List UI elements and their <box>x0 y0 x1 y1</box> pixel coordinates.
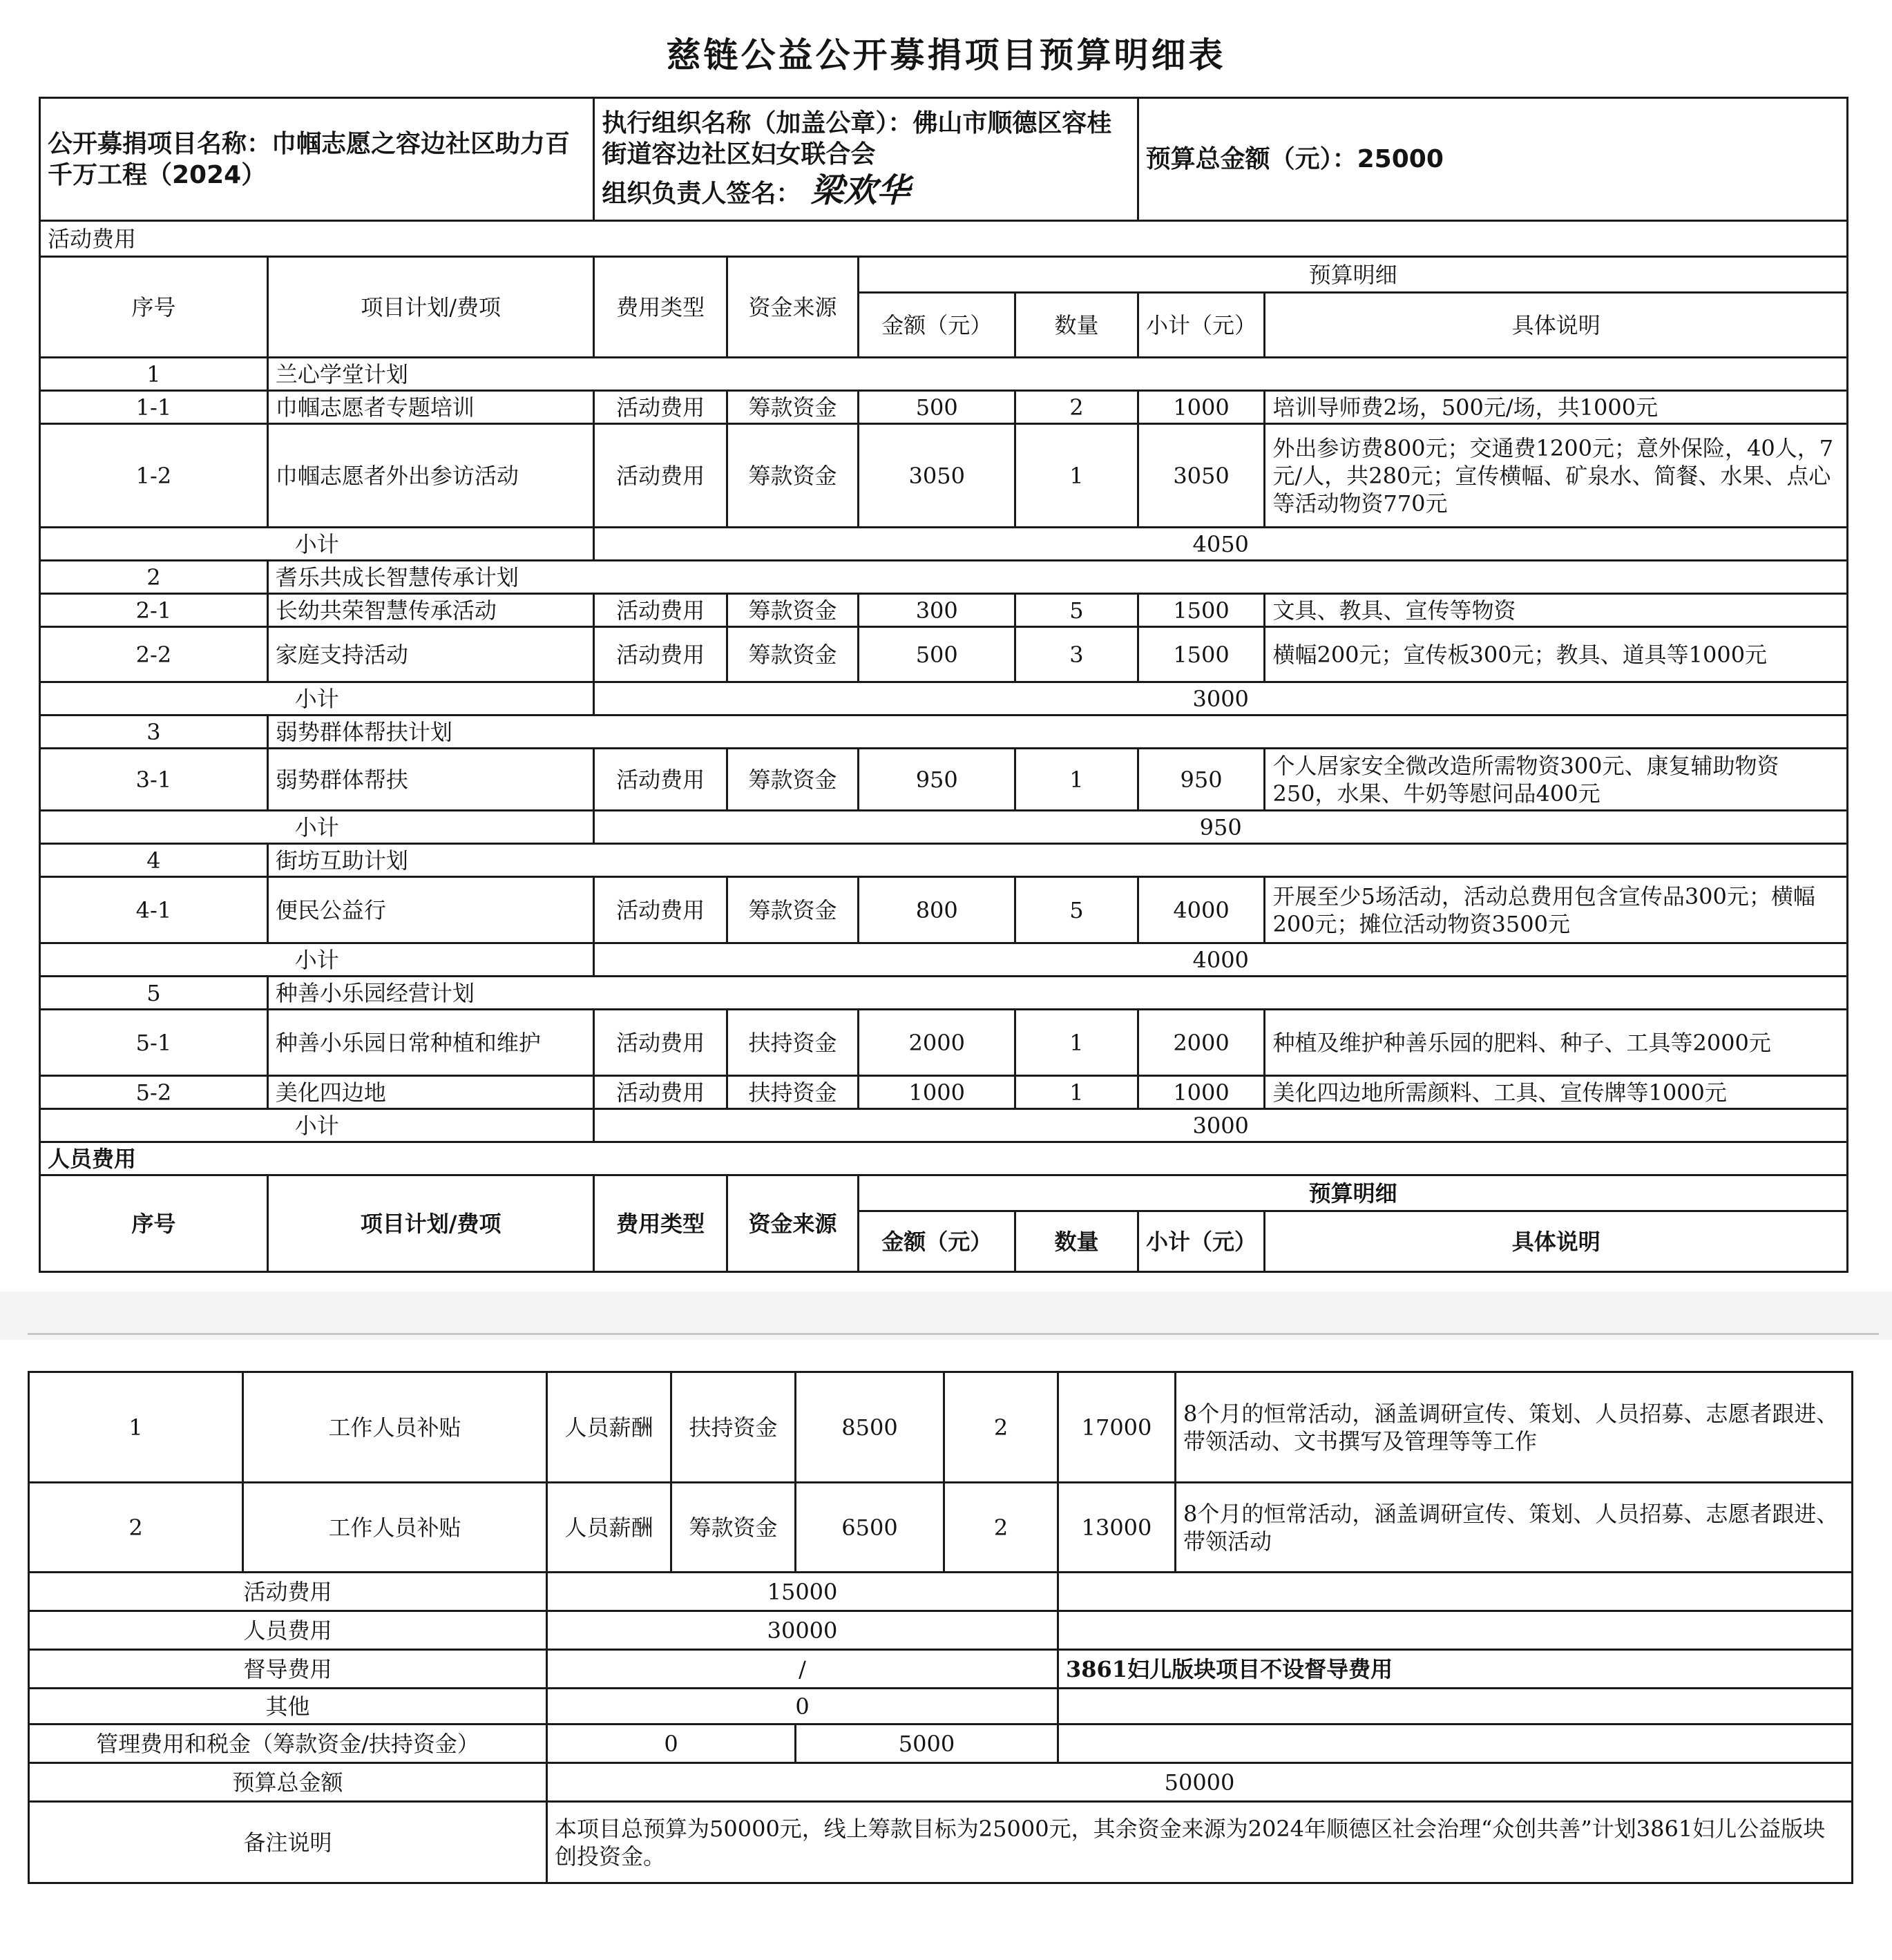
leader-label: 组织负责人签名： <box>602 179 801 208</box>
summary-activity-label: 活动费用 <box>29 1573 547 1611</box>
row-qty: 5 <box>1015 877 1138 943</box>
group-row <box>40 977 1848 1010</box>
group-name: 种善小乐园经营计划 <box>267 977 1847 1010</box>
row-desc: 外出参访费800元；交通费1200元；意外保险，40人，7元/人，共280元；宣传横幅、矿泉水、简餐、水果、点心等活动物资770元 <box>1265 424 1848 528</box>
row-desc: 种植及维护种善乐园的肥料、种子、工具等2000元 <box>1265 1010 1848 1076</box>
col-budget-detail: 预算明细 <box>859 257 1848 293</box>
group-seq: 4 <box>40 844 268 877</box>
group-row <box>40 561 1848 594</box>
summary-mgmt-note <box>1058 1724 1853 1763</box>
summary-other-value: 0 <box>547 1689 1058 1724</box>
row-desc: 8个月的恒常活动，涵盖调研宣传、策划、人员招募、志愿者跟进、带领活动 <box>1176 1483 1853 1573</box>
row-desc: 8个月的恒常活动，涵盖调研宣传、策划、人员招募、志愿者跟进、带领活动、文书撰写及管理等等工作 <box>1176 1372 1853 1483</box>
row-item: 家庭支持活动 <box>267 627 594 682</box>
subtotal-row <box>40 943 1848 977</box>
row-subtotal: 1500 <box>1138 627 1265 682</box>
subtotal-label: 小计 <box>40 811 594 844</box>
table-row <box>40 594 1848 627</box>
subtotal-label: 小计 <box>40 1109 594 1142</box>
row-desc: 个人居家安全微改造所需物资300元、康复辅助物资250，水果、牛奶等慰问品400元 <box>1265 749 1848 811</box>
col-amount: 金额（元） <box>859 1211 1015 1272</box>
col-subtotal: 小计（元） <box>1138 293 1265 358</box>
summary-other-note <box>1058 1689 1853 1724</box>
summary-remark-label: 备注说明 <box>29 1802 547 1883</box>
summary-activity-note <box>1058 1573 1853 1611</box>
row-subtotal: 13000 <box>1058 1483 1176 1573</box>
col-item: 项目计划/费项 <box>267 1175 594 1272</box>
group-seq: 1 <box>40 358 268 391</box>
col-item: 项目计划/费项 <box>267 257 594 358</box>
row-qty: 1 <box>1015 424 1138 528</box>
table-row <box>40 627 1848 682</box>
row-amount: 8500 <box>796 1372 944 1483</box>
row-seq: 2 <box>29 1483 243 1573</box>
row-type: 人员薪酬 <box>547 1372 671 1483</box>
subtotal-label: 小计 <box>40 528 594 561</box>
group-seq: 2 <box>40 561 268 594</box>
subtotal-value: 3000 <box>594 1109 1848 1142</box>
summary-row <box>29 1573 1853 1611</box>
budget-table-upper <box>39 97 1848 1273</box>
page-title: 慈链公益公开募捐项目预算明细表 <box>666 35 1226 75</box>
col-subtotal: 小计（元） <box>1138 1211 1265 1272</box>
summary-personnel-note <box>1058 1611 1853 1650</box>
table-row <box>40 1010 1848 1076</box>
organization-cell <box>594 98 1138 221</box>
summary-mgmt-fund: 0 <box>547 1724 796 1763</box>
row-amount: 3050 <box>859 424 1015 528</box>
personnel-column-header-row <box>40 1175 1848 1211</box>
row-item: 美化四边地 <box>267 1076 594 1109</box>
summary-row <box>29 1763 1853 1802</box>
activity-section-label: 活动费用 <box>40 221 1848 257</box>
row-type: 活动费用 <box>594 1076 727 1109</box>
personnel-section-label: 人员费用 <box>40 1142 1848 1175</box>
row-subtotal: 950 <box>1138 749 1265 811</box>
row-qty: 3 <box>1015 627 1138 682</box>
subtotal-row <box>40 1109 1848 1142</box>
table-row <box>40 749 1848 811</box>
row-amount: 500 <box>859 627 1015 682</box>
summary-activity-value: 15000 <box>547 1573 1058 1611</box>
group-name: 耆乐共成长智慧传承计划 <box>267 561 1847 594</box>
row-item: 工作人员补贴 <box>243 1372 547 1483</box>
row-seq: 2-1 <box>40 594 268 627</box>
row-source: 筹款资金 <box>727 749 858 811</box>
col-desc: 具体说明 <box>1265 293 1848 358</box>
col-desc: 具体说明 <box>1265 1211 1848 1272</box>
subtotal-label: 小计 <box>40 943 594 977</box>
summary-supervision-note: 3861妇儿版块项目不设督导费用 <box>1058 1650 1853 1689</box>
col-budget-detail: 预算明细 <box>859 1175 1848 1211</box>
row-qty: 1 <box>1015 749 1138 811</box>
row-type: 活动费用 <box>594 424 727 528</box>
row-qty: 2 <box>1015 391 1138 424</box>
summary-row <box>29 1689 1853 1724</box>
subtotal-row <box>40 682 1848 715</box>
table-row <box>40 877 1848 943</box>
project-name: 公开募捐项目名称：巾帼志愿之容边社区助力百千万工程（2024） <box>40 98 594 221</box>
row-seq: 1-2 <box>40 424 268 528</box>
summary-total-label: 预算总金额 <box>29 1763 547 1802</box>
table-row <box>29 1372 1853 1483</box>
row-type: 活动费用 <box>594 627 727 682</box>
row-seq: 1 <box>29 1372 243 1483</box>
row-subtotal: 3050 <box>1138 424 1265 528</box>
group-name: 兰心学堂计划 <box>267 358 1847 391</box>
row-amount: 1000 <box>859 1076 1015 1109</box>
leader-signature-line <box>602 170 1129 211</box>
summary-row <box>29 1802 1853 1883</box>
col-seq: 序号 <box>40 257 268 358</box>
row-subtotal: 2000 <box>1138 1010 1265 1076</box>
row-item: 种善小乐园日常种植和维护 <box>267 1010 594 1076</box>
subtotal-value: 950 <box>594 811 1848 844</box>
row-subtotal: 17000 <box>1058 1372 1176 1483</box>
group-row <box>40 844 1848 877</box>
row-type: 活动费用 <box>594 877 727 943</box>
col-type: 费用类型 <box>594 1175 727 1272</box>
summary-row <box>29 1650 1853 1689</box>
summary-other-label: 其他 <box>29 1689 547 1724</box>
row-item: 工作人员补贴 <box>243 1483 547 1573</box>
group-seq: 3 <box>40 715 268 749</box>
organization-name: 执行组织名称（加盖公章）：佛山市顺德区容桂街道容边社区妇女联合会 <box>602 108 1112 169</box>
row-desc: 美化四边地所需颜料、工具、宣传牌等1000元 <box>1265 1076 1848 1109</box>
row-subtotal: 1000 <box>1138 1076 1265 1109</box>
col-source: 资金来源 <box>727 257 858 358</box>
summary-supervision-value: / <box>547 1650 1058 1689</box>
header-row <box>40 98 1848 221</box>
row-seq: 2-2 <box>40 627 268 682</box>
row-seq: 5-1 <box>40 1010 268 1076</box>
row-type: 活动费用 <box>594 749 727 811</box>
row-desc: 培训导师费2场，500元/场，共1000元 <box>1265 391 1848 424</box>
subtotal-value: 3000 <box>594 682 1848 715</box>
col-qty: 数量 <box>1015 1211 1138 1272</box>
row-item: 巾帼志愿者外出参访活动 <box>267 424 594 528</box>
col-type: 费用类型 <box>594 257 727 358</box>
row-source: 筹款资金 <box>727 391 858 424</box>
row-amount: 500 <box>859 391 1015 424</box>
summary-row <box>29 1724 1853 1763</box>
summary-supervision-label: 督导费用 <box>29 1650 547 1689</box>
col-amount: 金额（元） <box>859 293 1015 358</box>
subtotal-row <box>40 528 1848 561</box>
row-subtotal: 1000 <box>1138 391 1265 424</box>
row-qty: 2 <box>944 1483 1058 1573</box>
table-row <box>29 1483 1853 1573</box>
row-source: 扶持资金 <box>671 1372 796 1483</box>
row-type: 活动费用 <box>594 391 727 424</box>
row-desc: 开展至少5场活动，活动总费用包含宣传品300元；横幅200元；摊位活动物资3500元 <box>1265 877 1848 943</box>
summary-personnel-label: 人员费用 <box>29 1611 547 1650</box>
row-source: 扶持资金 <box>727 1010 858 1076</box>
row-amount: 800 <box>859 877 1015 943</box>
summary-mgmt-support: 5000 <box>796 1724 1058 1763</box>
summary-personnel-value: 30000 <box>547 1611 1058 1650</box>
row-item: 巾帼志愿者专题培训 <box>267 391 594 424</box>
row-source: 筹款资金 <box>727 424 858 528</box>
row-type: 活动费用 <box>594 594 727 627</box>
page-break-line <box>28 1333 1879 1335</box>
group-row <box>40 715 1848 749</box>
row-source: 扶持资金 <box>727 1076 858 1109</box>
budget-total-header: 预算总金额（元）：25000 <box>1138 98 1847 221</box>
row-source: 筹款资金 <box>727 627 858 682</box>
row-seq: 4-1 <box>40 877 268 943</box>
table-row <box>40 424 1848 528</box>
group-seq: 5 <box>40 977 268 1010</box>
subtotal-value: 4000 <box>594 943 1848 977</box>
table-row <box>40 391 1848 424</box>
group-row <box>40 358 1848 391</box>
row-qty: 5 <box>1015 594 1138 627</box>
col-source: 资金来源 <box>727 1175 858 1272</box>
row-source: 筹款资金 <box>727 877 858 943</box>
row-qty: 2 <box>944 1372 1058 1483</box>
subtotal-row <box>40 811 1848 844</box>
row-amount: 300 <box>859 594 1015 627</box>
row-seq: 5-2 <box>40 1076 268 1109</box>
column-header-row <box>40 257 1848 293</box>
summary-remark-text: 本项目总预算为50000元，线上筹款目标为25000元，其余资金来源为2024年顺德区社会治理“众创共善”计划3861妇儿公益版块创投资金。 <box>547 1802 1853 1883</box>
row-seq: 3-1 <box>40 749 268 811</box>
row-source: 筹款资金 <box>727 594 858 627</box>
row-type: 活动费用 <box>594 1010 727 1076</box>
row-amount: 6500 <box>796 1483 944 1573</box>
row-type: 人员薪酬 <box>547 1483 671 1573</box>
row-desc: 文具、教具、宣传等物资 <box>1265 594 1848 627</box>
row-amount: 2000 <box>859 1010 1015 1076</box>
row-source: 筹款资金 <box>671 1483 796 1573</box>
row-subtotal: 1500 <box>1138 594 1265 627</box>
summary-total-value: 50000 <box>547 1763 1853 1802</box>
leader-signature: 梁欢华 <box>810 171 910 210</box>
budget-table-lower <box>28 1371 1853 1884</box>
group-name: 街坊互助计划 <box>267 844 1847 877</box>
row-item: 长幼共荣智慧传承活动 <box>267 594 594 627</box>
group-name: 弱势群体帮扶计划 <box>267 715 1847 749</box>
table-row <box>40 1076 1848 1109</box>
row-amount: 950 <box>859 749 1015 811</box>
activity-section-row <box>40 221 1848 257</box>
row-item: 便民公益行 <box>267 877 594 943</box>
summary-mgmt-label: 管理费用和税金（筹款资金/扶持资金） <box>29 1724 547 1763</box>
row-item: 弱势群体帮扶 <box>267 749 594 811</box>
col-qty: 数量 <box>1015 293 1138 358</box>
row-qty: 1 <box>1015 1010 1138 1076</box>
subtotal-label: 小计 <box>40 682 594 715</box>
row-seq: 1-1 <box>40 391 268 424</box>
col-seq: 序号 <box>40 1175 268 1272</box>
row-subtotal: 4000 <box>1138 877 1265 943</box>
summary-row <box>29 1611 1853 1650</box>
subtotal-value: 4050 <box>594 528 1848 561</box>
row-desc: 横幅200元；宣传板300元；教具、道具等1000元 <box>1265 627 1848 682</box>
personnel-section-row <box>40 1142 1848 1175</box>
row-qty: 1 <box>1015 1076 1138 1109</box>
